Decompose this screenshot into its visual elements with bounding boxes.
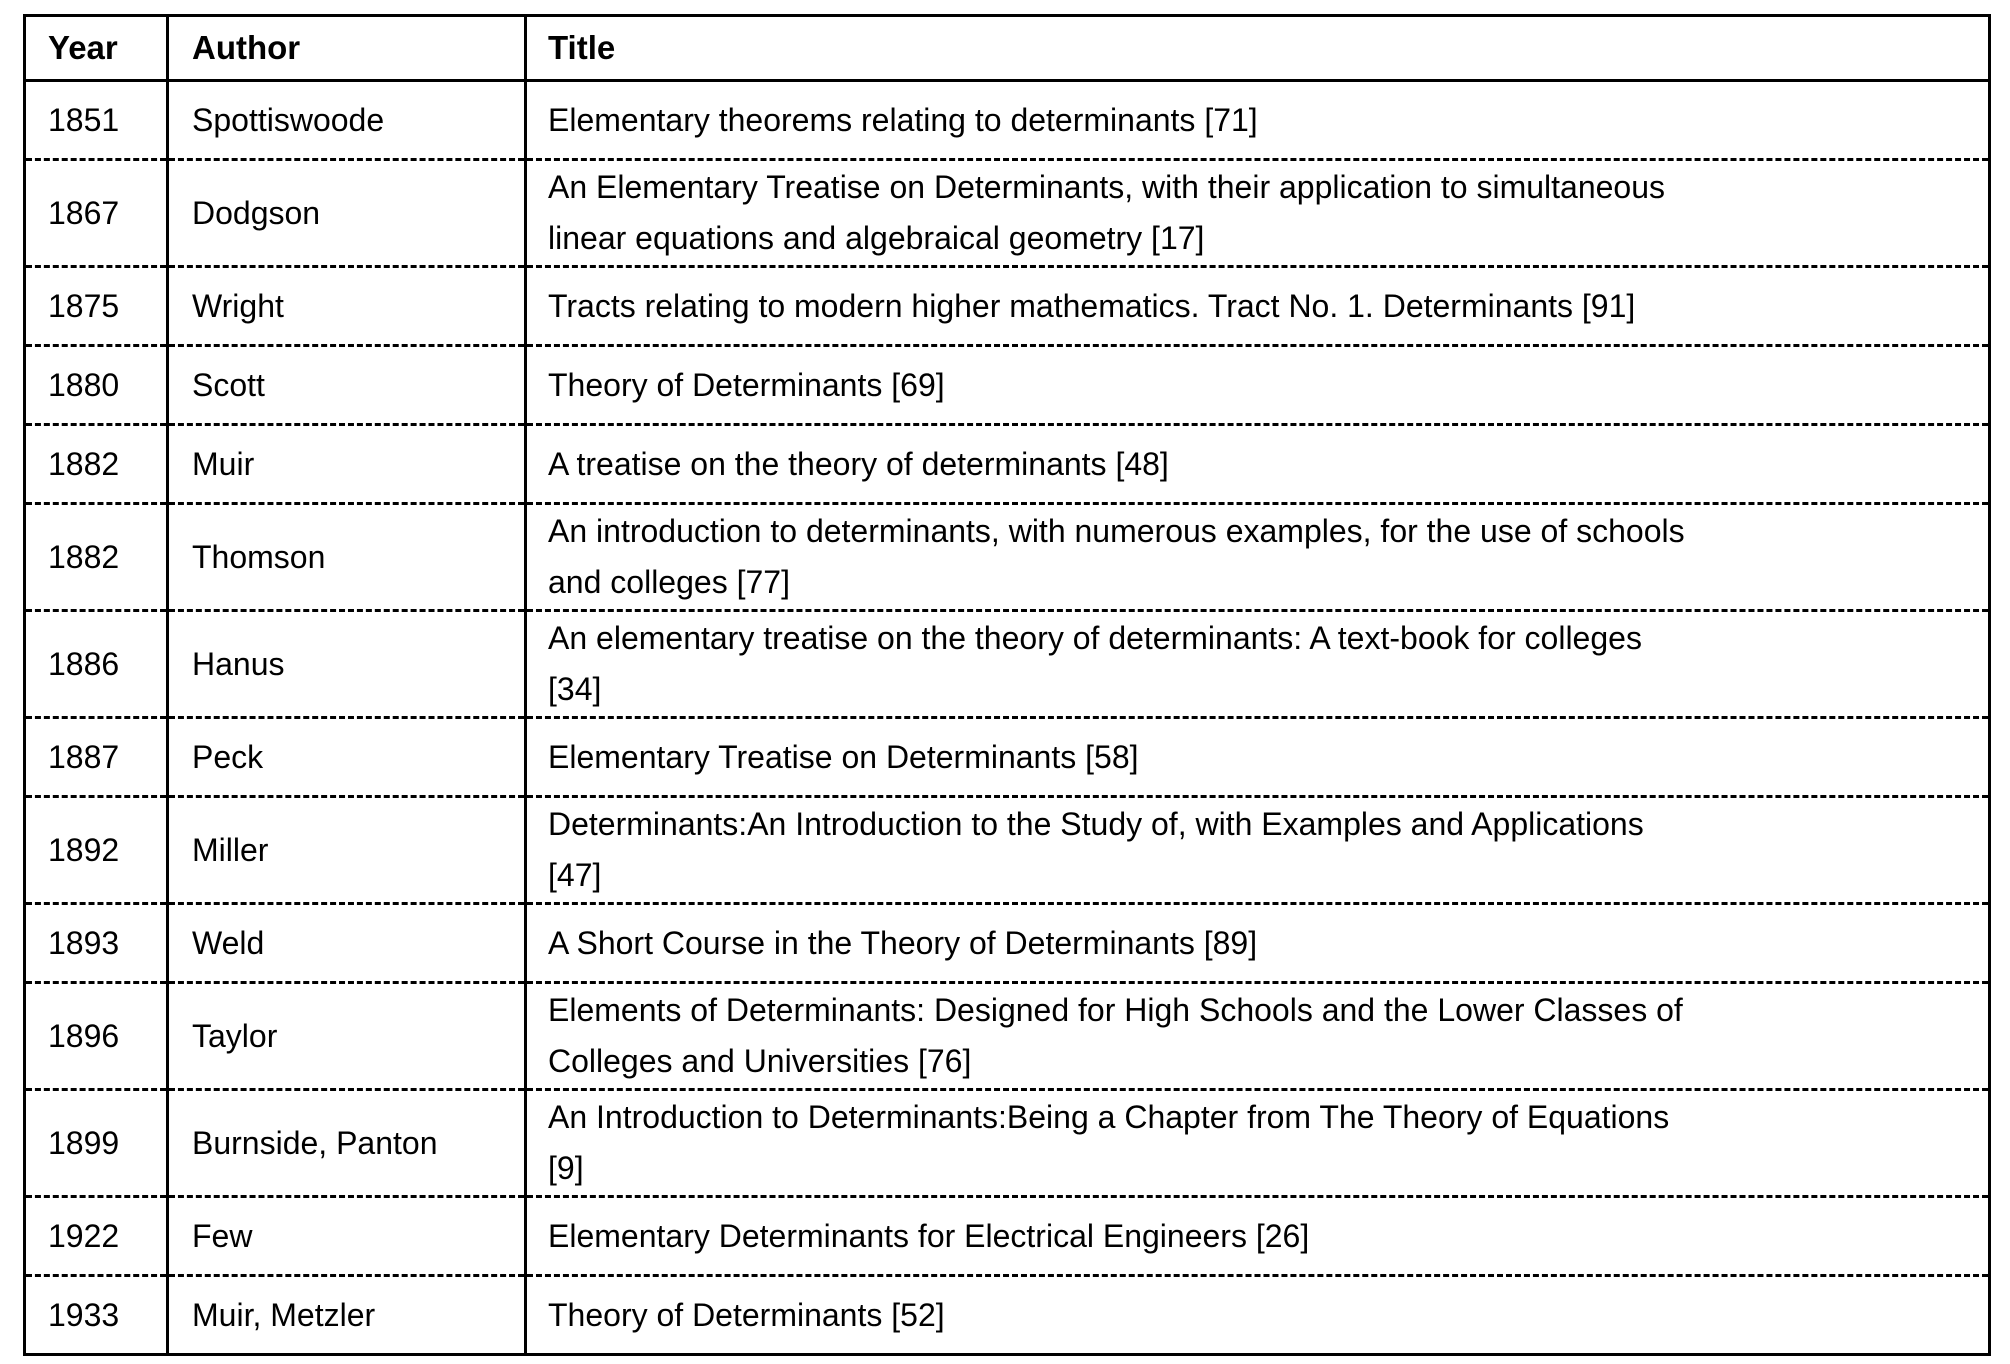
cell-author: Hanus bbox=[168, 611, 526, 718]
cell-title bbox=[526, 797, 1990, 904]
cell-year: 1886 bbox=[25, 611, 168, 718]
cell-year: 1922 bbox=[25, 1197, 168, 1276]
table-row bbox=[25, 160, 1990, 267]
title-line: An elementary treatise on the theory of determinants: A text-book for colleges bbox=[548, 620, 1642, 656]
title-line: and colleges [77] bbox=[548, 564, 790, 600]
cell-author: Scott bbox=[168, 346, 526, 425]
table-body bbox=[25, 81, 1990, 1355]
title-line: Elementary theorems relating to determinants [71] bbox=[548, 101, 1258, 138]
table-row bbox=[25, 81, 1990, 160]
title-line: A Short Course in the Theory of Determinants [89] bbox=[548, 924, 1258, 961]
cell-title bbox=[526, 160, 1990, 267]
cell-title bbox=[526, 1276, 1990, 1355]
cell-year: 1882 bbox=[25, 504, 168, 611]
title-line: An Introduction to Determinants:Being a Chapter from The Theory of Equations bbox=[548, 1099, 1670, 1135]
header-year: Year bbox=[25, 16, 168, 81]
title-line: Elementary Determinants for Electrical Engineers [26] bbox=[548, 1217, 1310, 1254]
cell-year: 1887 bbox=[25, 718, 168, 797]
cell-year: 1875 bbox=[25, 267, 168, 346]
title-line: A treatise on the theory of determinants [48] bbox=[548, 445, 1169, 482]
cell-author: Thomson bbox=[168, 504, 526, 611]
table-header-row bbox=[25, 16, 1990, 81]
table-row bbox=[25, 1197, 1990, 1276]
title-line: [47] bbox=[548, 857, 602, 893]
title-line: Theory of Determinants [69] bbox=[548, 366, 945, 403]
table-row bbox=[25, 425, 1990, 504]
cell-title bbox=[526, 904, 1990, 983]
cell-title bbox=[526, 1197, 1990, 1276]
cell-title bbox=[526, 983, 1990, 1090]
cell-year: 1882 bbox=[25, 425, 168, 504]
table-row bbox=[25, 1090, 1990, 1197]
cell-year: 1867 bbox=[25, 160, 168, 267]
title-line: Elementary Treatise on Determinants [58] bbox=[548, 738, 1139, 775]
title-line: Colleges and Universities [76] bbox=[548, 1043, 972, 1079]
header-title: Title bbox=[526, 16, 1990, 81]
determinants-books-table bbox=[23, 14, 1991, 1356]
cell-year: 1851 bbox=[25, 81, 168, 160]
cell-author: Few bbox=[168, 1197, 526, 1276]
cell-title bbox=[526, 504, 1990, 611]
table-row bbox=[25, 504, 1990, 611]
table-row bbox=[25, 718, 1990, 797]
cell-year: 1896 bbox=[25, 983, 168, 1090]
cell-author: Spottiswoode bbox=[168, 81, 526, 160]
title-line: Elements of Determinants: Designed for High Schools and the Lower Classes of bbox=[548, 992, 1683, 1028]
title-line: [9] bbox=[548, 1150, 584, 1186]
title-line: [34] bbox=[548, 671, 602, 707]
cell-title bbox=[526, 81, 1990, 160]
cell-author: Dodgson bbox=[168, 160, 526, 267]
title-line: Theory of Determinants [52] bbox=[548, 1296, 945, 1333]
cell-year: 1933 bbox=[25, 1276, 168, 1355]
cell-author: Muir, Metzler bbox=[168, 1276, 526, 1355]
title-line: An Elementary Treatise on Determinants, with their application to simultaneous bbox=[548, 169, 1665, 205]
table-row bbox=[25, 267, 1990, 346]
table-row bbox=[25, 611, 1990, 718]
cell-title bbox=[526, 267, 1990, 346]
table-row bbox=[25, 904, 1990, 983]
cell-title bbox=[526, 425, 1990, 504]
table-row bbox=[25, 983, 1990, 1090]
cell-author: Wright bbox=[168, 267, 526, 346]
cell-year: 1899 bbox=[25, 1090, 168, 1197]
title-line: linear equations and algebraical geometry [17] bbox=[548, 220, 1205, 256]
cell-title bbox=[526, 1090, 1990, 1197]
table-row bbox=[25, 1276, 1990, 1355]
cell-author: Peck bbox=[168, 718, 526, 797]
title-line: Determinants:An Introduction to the Study of, with Examples and Applications bbox=[548, 806, 1644, 842]
cell-title bbox=[526, 346, 1990, 425]
cell-author: Taylor bbox=[168, 983, 526, 1090]
table-row bbox=[25, 797, 1990, 904]
table-row bbox=[25, 346, 1990, 425]
cell-author: Weld bbox=[168, 904, 526, 983]
cell-author: Miller bbox=[168, 797, 526, 904]
header-author: Author bbox=[168, 16, 526, 81]
cell-title bbox=[526, 611, 1990, 718]
cell-year: 1880 bbox=[25, 346, 168, 425]
title-line: An introduction to determinants, with numerous examples, for the use of schools bbox=[548, 513, 1685, 549]
cell-author: Muir bbox=[168, 425, 526, 504]
cell-author: Burnside, Panton bbox=[168, 1090, 526, 1197]
cell-title bbox=[526, 718, 1990, 797]
cell-year: 1893 bbox=[25, 904, 168, 983]
cell-year: 1892 bbox=[25, 797, 168, 904]
title-line: Tracts relating to modern higher mathematics. Tract No. 1. Determinants [91] bbox=[548, 287, 1636, 324]
